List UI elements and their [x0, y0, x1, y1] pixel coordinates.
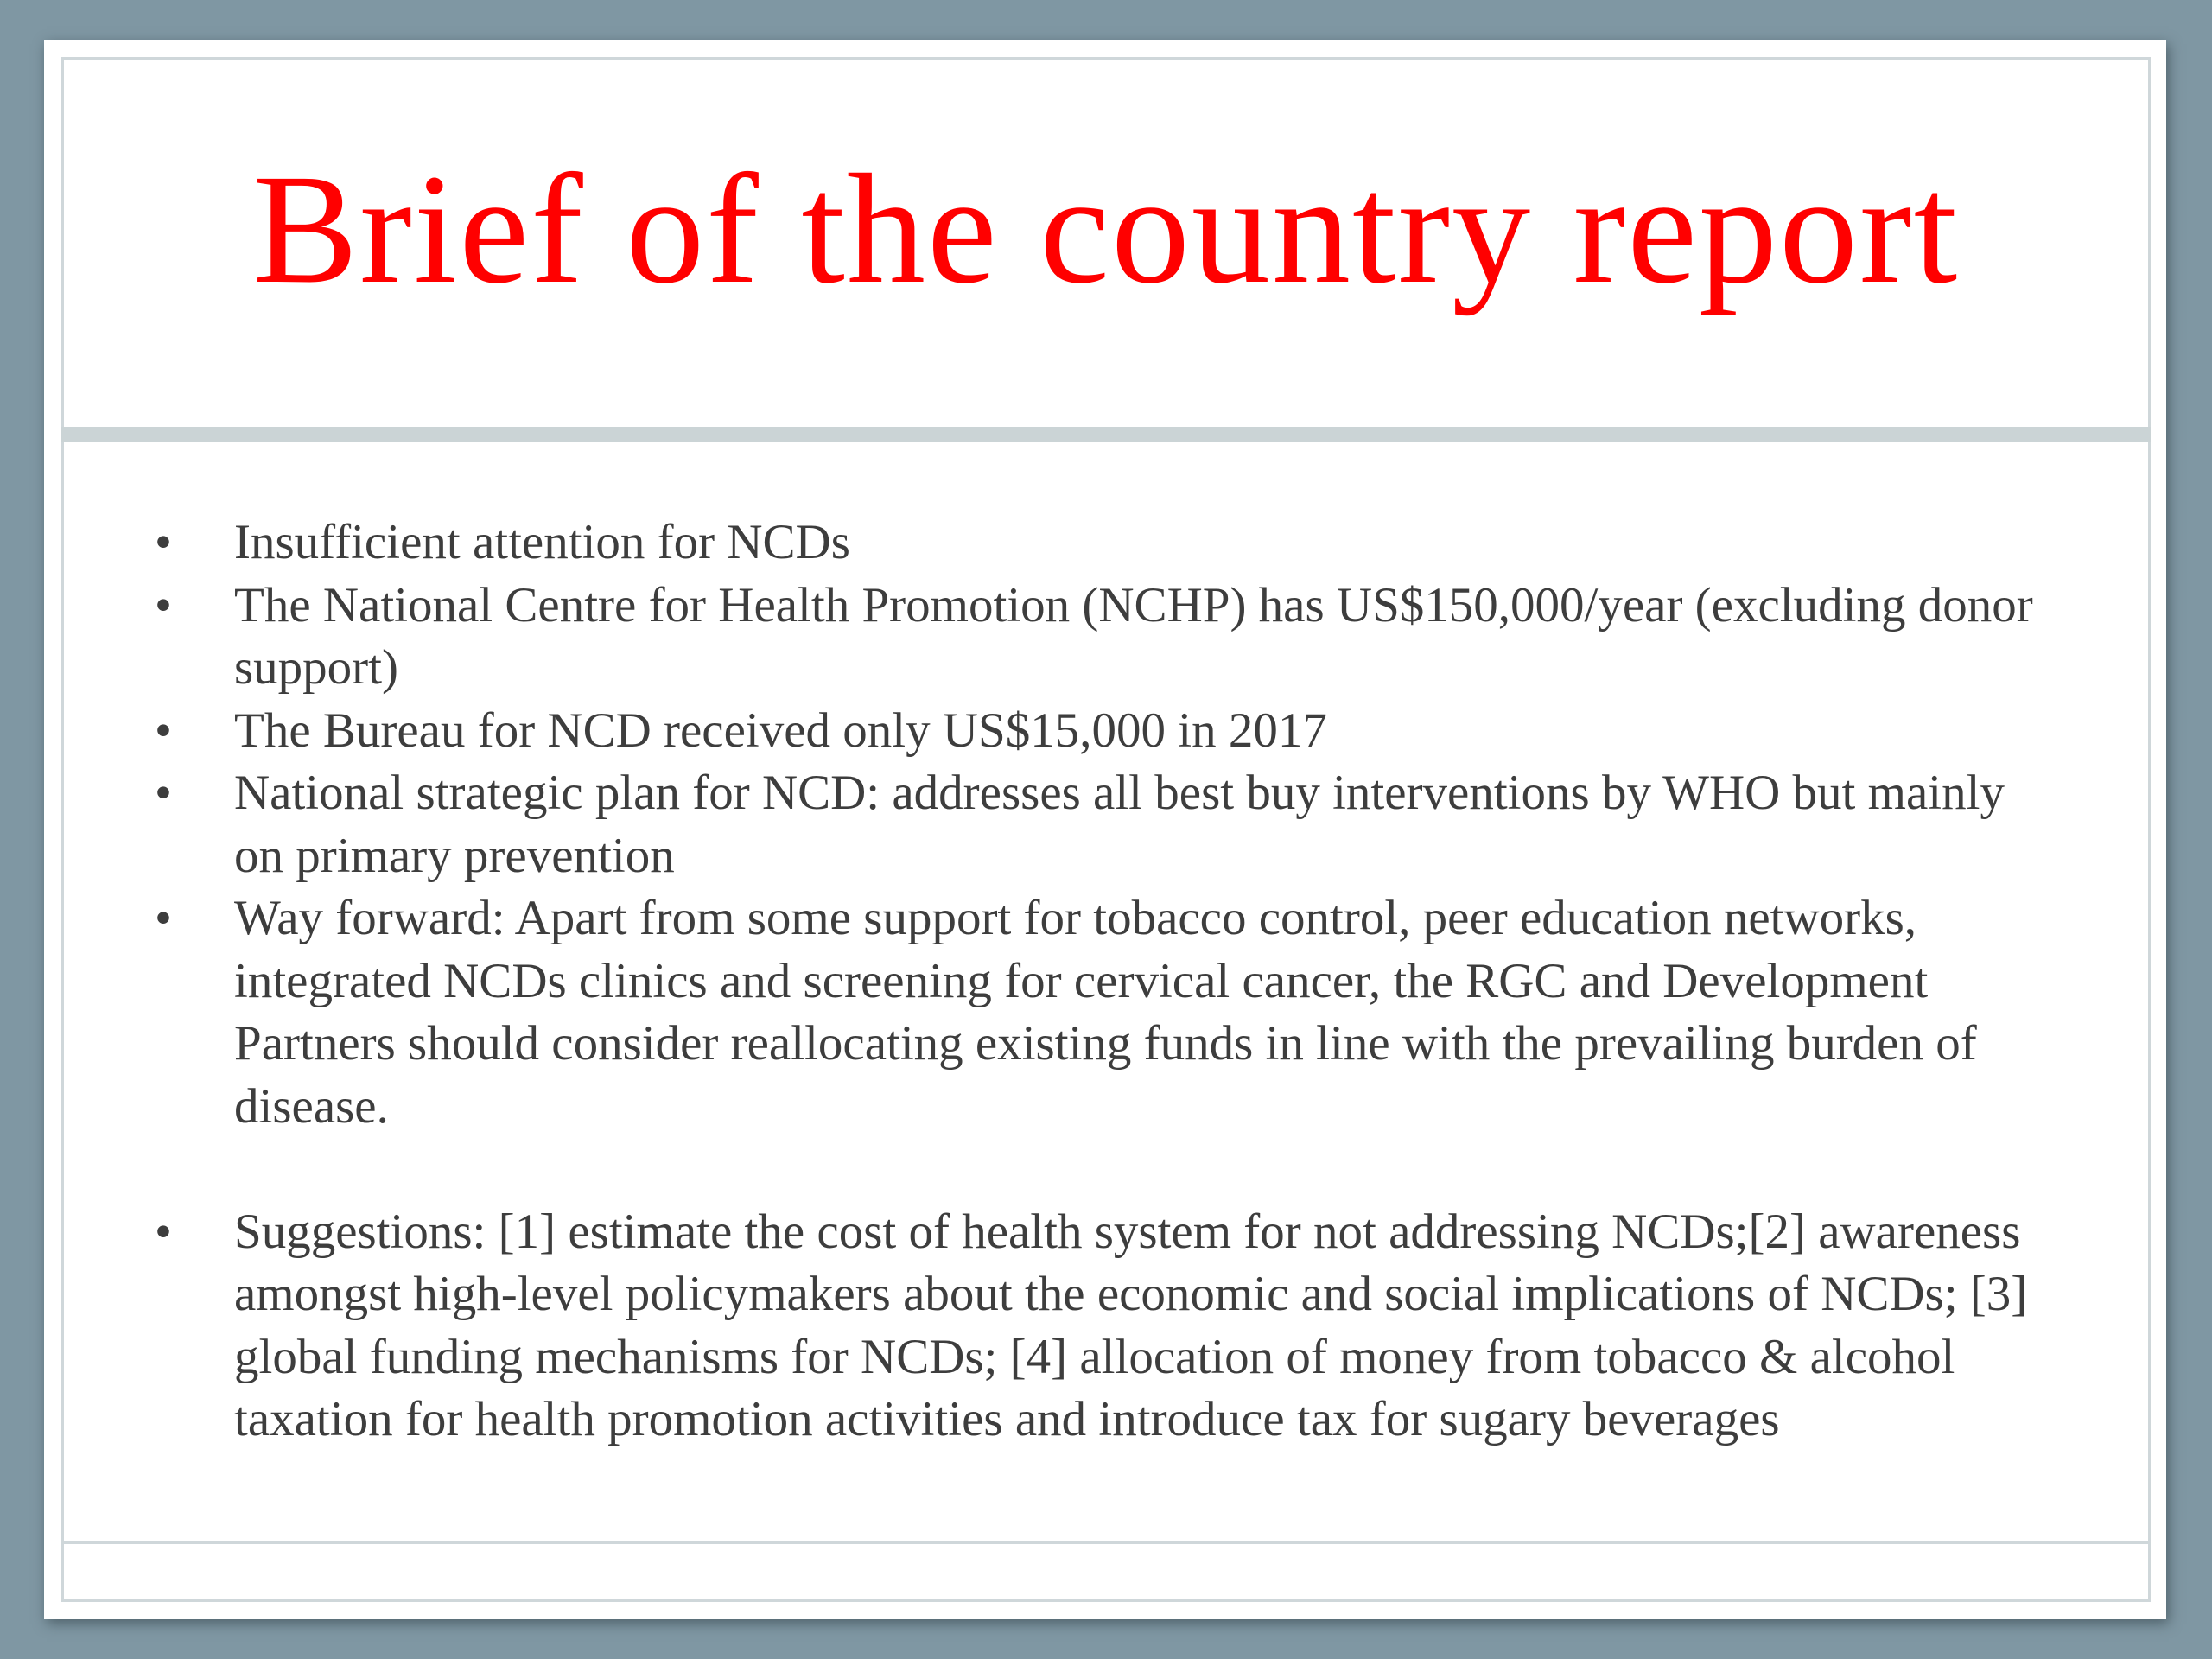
bullet-dot-icon: • — [155, 515, 172, 569]
bullet-text: The Bureau for NCD received only US$15,000 in 2017 — [234, 702, 1327, 758]
bullet-dot-icon: • — [155, 577, 172, 632]
bullet-item — [110, 512, 2063, 575]
bullet-item — [110, 762, 2063, 887]
bullet-item — [110, 887, 2063, 1138]
bullet-dot-icon: • — [155, 1204, 172, 1259]
bullet-list — [110, 512, 2063, 1452]
slide-title: Brief of the country report — [252, 143, 1960, 316]
bullet-item — [110, 700, 2063, 763]
bullet-text: Suggestions: [1] estimate the cost of health system for not addressing NCDs;[2] awareness amongst high-level policymakers about the economic and social implications of NCDs; [3] global funding mechanisms for NCDs; [4] allocation of money from tobacco & alcohol taxation for health promotion activities and introduce tax for sugary beverages — [234, 1204, 2028, 1446]
title-area — [61, 57, 2151, 420]
bullet-item — [110, 1201, 2063, 1452]
bullet-text: Insufficient attention for NCDs — [234, 515, 850, 569]
bullet-dot-icon: • — [155, 766, 172, 820]
bullet-dot-icon: • — [155, 891, 172, 945]
bullet-text: Way forward: Apart from some support for tobacco control, peer education networks, integrated NCDs clinics and screening for cervical cancer, the RGC and Development Partners should consider reallocating existing funds in line with the prevailing burden of disease. — [234, 891, 1977, 1134]
bullet-item — [110, 575, 2063, 700]
slide — [44, 40, 2166, 1619]
bullet-text: The National Centre for Health Promotion (NCHP) has US$150,000/year (excluding donor support) — [234, 577, 2033, 695]
title-divider — [61, 427, 2151, 442]
bullet-text: National strategic plan for NCD: addresses all best buy interventions by WHO but mainly on primary prevention — [234, 766, 2005, 883]
footer-divider — [61, 1541, 2151, 1544]
bullet-dot-icon: • — [155, 702, 172, 758]
